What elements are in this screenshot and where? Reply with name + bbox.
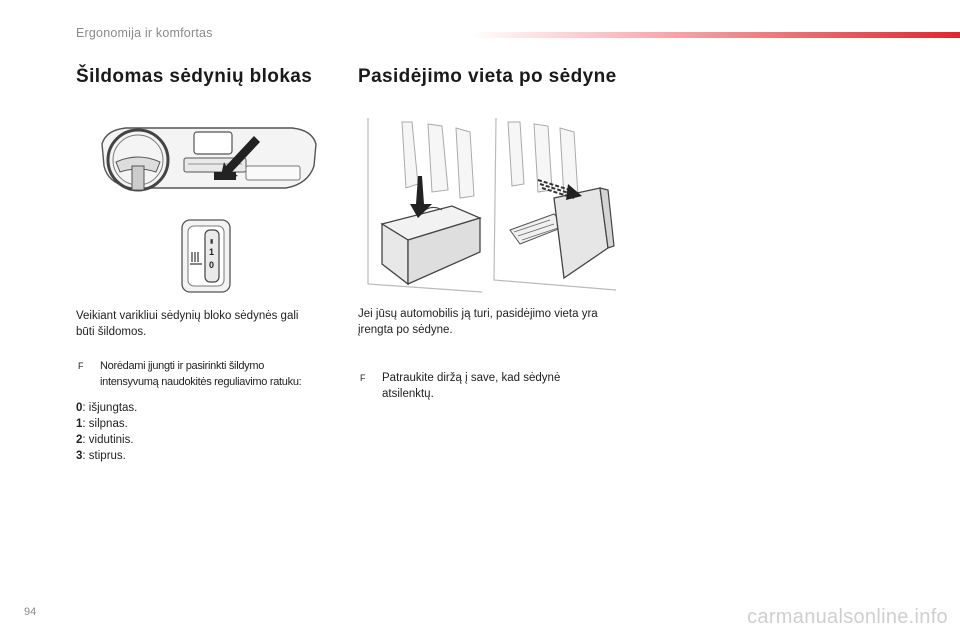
bullet-marker: F [78, 361, 84, 371]
heat-level-list [76, 400, 276, 464]
right-heading: Pasidėjimo vieta po sėdyne [358, 66, 617, 87]
seat-storage-illustration [362, 114, 620, 296]
right-line1: Jei jūsų automobilis ją turi, pasidėjimo vieta yra [358, 308, 598, 320]
dial-label-0: 0 [209, 260, 215, 270]
left-bullet-line1: Norėdami įjungti ir pasirinkti šildymo [100, 360, 265, 372]
header-accent-bar [470, 32, 960, 38]
level-row-1: 1: silpnas. [76, 418, 128, 430]
heating-dial-illustration [180, 218, 232, 294]
section-title: Ergonomija ir komfortas [76, 26, 213, 40]
right-line2: įrengta po sėdyne. [358, 324, 453, 336]
dashboard-illustration [96, 122, 322, 202]
left-bullet-line2: intensyvumą naudokitės reguliavimo ratuku: [100, 376, 302, 388]
left-intro-line1: Veikiant varikliui sėdynių bloko sėdynės gali [76, 310, 299, 322]
level-row-0: 0: išjungtas. [76, 402, 138, 414]
level-row-3: 3: stiprus. [76, 450, 126, 462]
dial-label-1: 1 [209, 247, 215, 257]
bullet-marker: F [360, 373, 366, 383]
right-bullet-line2: atsilenktų. [382, 388, 434, 400]
page-number: 94 [24, 606, 37, 618]
left-intro-line2: būti šildomos. [76, 326, 147, 338]
level-row-2: 2: vidutinis. [76, 434, 134, 446]
left-heading: Šildomas sėdynių blokas [76, 66, 313, 87]
right-bullet-line1: Patraukite diržą į save, kad sėdynė [382, 372, 561, 384]
svg-text:▮: ▮ [210, 239, 214, 245]
watermark: carmanualsonline.info [747, 606, 948, 628]
